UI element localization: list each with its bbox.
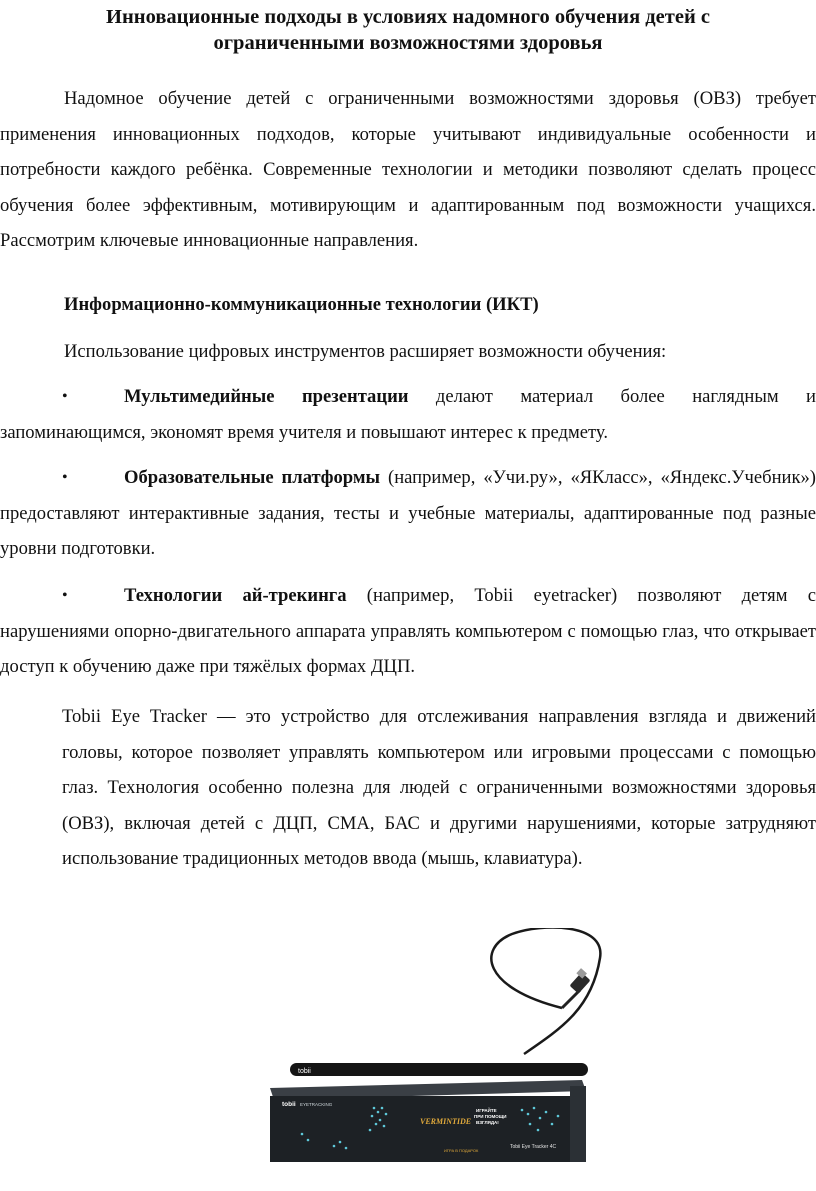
bullet-bold-text: Технологии ай-трекинга <box>124 585 347 606</box>
bullet-marker: • <box>62 388 68 405</box>
section-heading: Информационно-коммуникационные технологии (ИКТ) <box>64 294 539 315</box>
title-line-1: Инновационные подходы в условиях надомного обучения детей с <box>106 6 710 28</box>
box-model: Tobii Eye Tracker 4C <box>510 1144 557 1150</box>
bullet-text: (например, Tobii eyetracker) позволяют детям с нарушениями опорно-двигательного аппарата управлять компьютером с помощью глаз, что открывает доступ к обучению даже при тяжёлых формах ДЦП. <box>0 585 816 677</box>
tobii-eye-tracker-image <box>262 928 622 1191</box>
bullet-bold-text: Образовательные платформы <box>124 467 381 488</box>
bullet-item <box>0 460 816 567</box>
usb-cable <box>491 928 600 1054</box>
tracker-bar <box>290 1063 588 1076</box>
bullet-item <box>0 578 816 685</box>
box-brand-sub: EYETRACKING <box>300 1102 333 1107</box>
page-title <box>0 4 816 56</box>
bullet-marker: • <box>62 587 68 604</box>
box-promo-sub: ИГРА В ПОДАРОК <box>444 1148 479 1153</box>
intro-paragraph: Надомное обучение детей с ограниченными возможностями здоровья (ОВЗ) требует применения инновационных подходов, которые учитывают индивидуальные особенности и потребности каждого ребёнка. Современные технологии и методики позволяют сделать процесс обучения более эффективным, мотивирующим и адаптированным под возможности учащихся. Рассмотрим ключевые инновационные направления. <box>0 88 816 251</box>
box-brand: tobii <box>282 1101 296 1108</box>
bullet-text: (например, «Учи.ру», «ЯКласс», «Яндекс.Учебник») предоставляют интерактивные задания, тесты и учебные материалы, адаптированные под разные уровни подготовки. <box>0 467 816 559</box>
game-logo: VERMINTIDE <box>420 1117 472 1126</box>
bullet-bold-text: Мультимедийные презентации <box>124 386 409 407</box>
box-side <box>570 1086 586 1162</box>
usb-cable-end <box>562 990 580 1008</box>
bullet-text: делают материал более наглядным и запоминающимся, экономят время учителя и повышают интерес к предмету. <box>0 386 816 443</box>
box-promo-line-1: ИГРАЙТЕ <box>476 1108 497 1113</box>
box-promo-line-3: ВЗГЛЯДА! <box>476 1120 499 1125</box>
box-promo-line-2: ПРИ ПОМОЩИ <box>474 1114 507 1119</box>
tracker-logo: tobii <box>298 1068 311 1075</box>
bullet-marker: • <box>62 469 68 486</box>
bullet-item <box>0 379 816 450</box>
title-line-2: ограниченными возможностями здоровья <box>213 32 603 54</box>
tobii-paragraph: Tobii Eye Tracker — это устройство для отслеживания направления взгляда и движений головы, которое позволяет управлять компьютером или игровыми процессами с помощью глаз. Технология особенно полезна для людей с ограниченными возможностями здоровья (ОВЗ), включая детей с ДЦП, СМА, БАС и другими нарушениями, которые затрудняют использование традиционных методов ввода (мышь, клавиатура). <box>62 706 816 869</box>
section-lead: Использование цифровых инструментов расширяет возможности обучения: <box>64 341 667 362</box>
